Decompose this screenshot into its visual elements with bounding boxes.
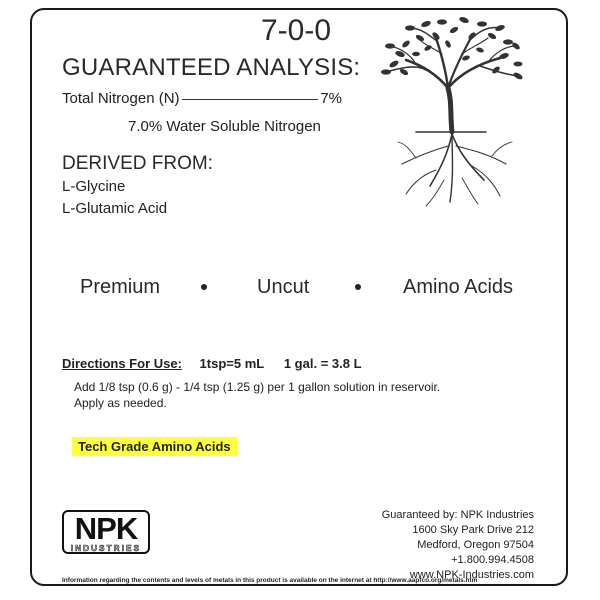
npk-logo: [62, 510, 150, 554]
bullet-dot: [201, 284, 207, 290]
tree-with-roots-icon: [376, 14, 526, 214]
tech-grade-highlight: Tech Grade Amino Acids: [72, 437, 237, 456]
logo-industries-text: INDUSTRIES: [70, 544, 142, 553]
directions-header: [62, 356, 378, 371]
tagline-premium: Premium: [80, 276, 161, 298]
directions-title: Directions For Use:: [62, 356, 182, 371]
directions-gal: 1 gal. = 3.8 L: [283, 356, 362, 371]
derived-item: L-Glutamic Acid: [62, 200, 168, 217]
guarantee-line: www.NPK-Industries.com: [409, 569, 534, 581]
analysis-heading: GUARANTEED ANALYSIS:: [62, 54, 361, 81]
guarantee-line: +1.800.994.4508: [451, 554, 534, 566]
directions-line: Apply as needed.: [74, 396, 167, 410]
guarantee-line: Medford, Oregon 97504: [417, 539, 534, 551]
nitrogen-label: Total Nitrogen (N): [62, 90, 180, 107]
nitrogen-value: 7%: [320, 90, 342, 107]
guarantee-block: [382, 508, 534, 583]
logo-npk-text: NPK: [74, 511, 138, 546]
water-soluble-nitrogen: 7.0% Water Soluble Nitrogen: [128, 118, 321, 135]
derived-heading: DERIVED FROM:: [62, 153, 213, 174]
bullet-dot: [355, 284, 361, 290]
npk-ratio: 7-0-0: [260, 14, 332, 47]
metals-info-note: Information regarding the contents and levels of metals in this product is available on the internet at http://www.aapfco.org/metals.htm: [62, 577, 478, 584]
directions-tsp: 1tsp=5 mL: [199, 356, 265, 371]
leader-line: [182, 99, 319, 100]
derived-item: L-Glycine: [62, 178, 126, 195]
guarantee-line: Guaranteed by: NPK Industries: [381, 509, 534, 521]
guarantee-line: 1600 Sky Park Drive 212: [412, 524, 534, 536]
directions-line: Add 1/8 tsp (0.6 g) - 1/4 tsp (1.25 g) per 1 gallon solution in reservoir.: [74, 380, 441, 394]
nitrogen-line: [62, 90, 342, 107]
tagline-uncut: Uncut: [257, 276, 310, 298]
tagline-amino-acids: Amino Acids: [403, 276, 514, 298]
